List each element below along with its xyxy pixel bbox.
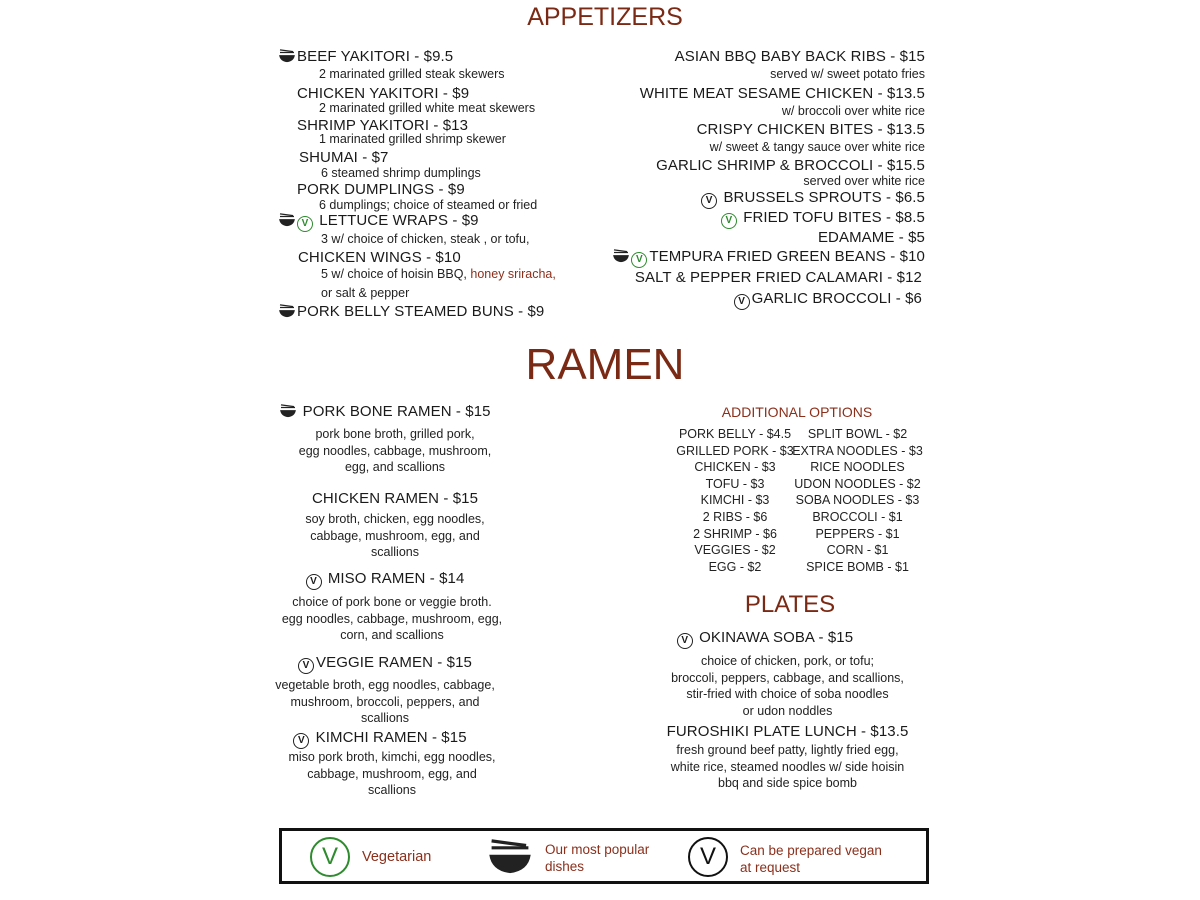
- desc-line: cabbage, mushroom, egg, and: [307, 766, 477, 781]
- item-name: BRUSSELS SPROUTS - $6.5: [723, 189, 925, 206]
- item-desc: 1 marinated grilled shrimp skewer: [319, 132, 506, 146]
- noodle-bowl-icon: [278, 304, 296, 318]
- option-item: CHICKEN - $3: [694, 460, 776, 475]
- desc-line: fresh ground beef patty, lightly fried egg,: [676, 743, 899, 757]
- option-item: TOFU - $3: [705, 476, 765, 491]
- noodle-bowl-icon: [487, 837, 533, 877]
- option-item: CORN - $1: [826, 543, 889, 558]
- vegan-legend-label: [740, 842, 882, 876]
- desc-line: scallions: [368, 783, 416, 797]
- ramen-item-kimchi: [260, 729, 500, 749]
- item-desc: 3 w/ choice of chicken, steak , or tofu,: [321, 232, 530, 246]
- item-name: FRIED TOFU BITES - $8.5: [743, 209, 925, 226]
- menu-item-chicken-yakitori: CHICKEN YAKITORI - $9: [297, 85, 470, 102]
- desc-line: egg, and scallions: [344, 460, 446, 474]
- item-desc: w/ broccoli over white rice: [781, 104, 925, 118]
- item-desc: [321, 267, 556, 282]
- item-desc: 6 dumplings; choice of steamed or fried: [319, 198, 538, 212]
- ramen-item-miso: [260, 570, 510, 590]
- menu-item-edamame: EDAMAME - $5: [817, 229, 925, 246]
- legend-line: at request: [740, 860, 801, 875]
- item-desc: [260, 511, 530, 561]
- menu-item-sesame-chicken: WHITE MEAT SESAME CHICKEN - $13.5: [639, 85, 925, 102]
- menu-item-calamari: SALT & PEPPER FRIED CALAMARI - $12: [634, 269, 922, 286]
- desc-line: choice of chicken, pork, or tofu;: [700, 654, 874, 668]
- item-name: BEEF YAKITORI - $9.5: [297, 48, 454, 65]
- item-desc: or salt & pepper: [321, 286, 410, 300]
- item-desc: 2 marinated grilled steak skewers: [319, 67, 505, 81]
- noodle-bowl-icon: [279, 404, 297, 418]
- menu-item-pork-belly-buns: [278, 303, 544, 321]
- desc-text: 5 w/ choice of hoisin BBQ,: [321, 267, 467, 281]
- option-item: VEGGIES - $2: [694, 543, 776, 558]
- ramen-item-veggie: [260, 654, 510, 674]
- desc-line: or udon noddles: [742, 703, 833, 718]
- option-item: SPLIT BOWL - $2: [807, 427, 908, 441]
- desc-line: scallions: [371, 545, 419, 559]
- noodle-bowl-icon: [278, 213, 296, 227]
- vegan-icon: V: [677, 633, 693, 649]
- vegetarian-icon: V: [631, 252, 647, 268]
- menu-item-fried-tofu: [721, 209, 925, 229]
- menu-item-brussels-sprouts: [701, 189, 925, 209]
- plate-item-furoshiki: FUROSHIKI PLATE LUNCH - $13.5: [666, 723, 909, 740]
- option-item: GRILLED PORK - $3: [676, 443, 794, 458]
- menu-item-bbq-ribs: ASIAN BBQ BABY BACK RIBS - $15: [674, 48, 925, 65]
- vegan-icon: V: [306, 574, 322, 590]
- item-desc: 6 steamed shrimp dumplings: [321, 166, 481, 180]
- ramen-item-pork-bone: [260, 403, 510, 421]
- desc-line: scallions: [361, 711, 409, 725]
- menu-item-chicken-wings: CHICKEN WINGS - $10: [298, 249, 461, 266]
- option-item: 2 RIBS - $6: [702, 509, 768, 524]
- menu-item-shumai: SHUMAI - $7: [299, 149, 389, 166]
- noodle-bowl-icon: [612, 249, 630, 263]
- option-item: 2 SHRIMP - $6: [693, 526, 777, 541]
- menu-item-garlic-broccoli: [734, 290, 922, 310]
- vegan-icon: V: [701, 193, 717, 209]
- vegetarian-legend-label: Vegetarian: [362, 849, 432, 865]
- menu-item-pork-dumplings: PORK DUMPLINGS - $9: [297, 181, 465, 198]
- desc-line: soy broth, chicken, egg noodles,: [305, 512, 485, 526]
- item-desc: [257, 749, 527, 799]
- plates-title: PLATES: [744, 591, 836, 618]
- desc-line: egg noodles, cabbage, mushroom,: [298, 443, 492, 458]
- option-item: KIMCHI - $3: [700, 493, 770, 508]
- desc-line: choice of pork bone or veggie broth.: [292, 595, 492, 609]
- menu-item-lettuce-wraps: [278, 212, 479, 232]
- item-name: PORK BELLY STEAMED BUNS - $9: [297, 303, 545, 320]
- option-item: PEPPERS - $1: [815, 526, 900, 541]
- additional-options-col1: [660, 426, 810, 575]
- item-name: OKINAWA SOBA - $15: [699, 629, 854, 646]
- option-item: BROCCOLI - $1: [812, 509, 903, 524]
- noodle-bowl-icon: [278, 49, 296, 63]
- item-desc: [257, 594, 527, 644]
- popular-legend-label: [545, 841, 649, 875]
- vegan-icon: V: [298, 658, 314, 674]
- option-item: EGG - $2: [708, 559, 762, 574]
- item-name: GARLIC BROCCOLI - $6: [751, 290, 922, 307]
- option-item: SPICE BOMB - $1: [806, 559, 909, 574]
- item-desc: [245, 677, 525, 727]
- desc-line: white rice, steamed noodles w/ side hoisin: [670, 759, 905, 774]
- vegan-icon: V: [293, 733, 309, 749]
- desc-highlight: honey sriracha,: [470, 267, 556, 281]
- vegetarian-icon: V: [297, 216, 313, 232]
- menu-item-garlic-shrimp: GARLIC SHRIMP & BROCCOLI - $15.5: [656, 157, 925, 174]
- option-item: UDON NOODLES - $2: [794, 476, 921, 491]
- appetizers-title: APPETIZERS: [527, 3, 683, 31]
- desc-line: corn, and scallions: [340, 628, 444, 642]
- menu-item-crispy-chicken: CRISPY CHICKEN BITES - $13.5: [696, 121, 925, 138]
- desc-line: bbq and side spice bomb: [718, 776, 857, 790]
- ramen-title: RAMEN: [525, 340, 685, 389]
- desc-line: cabbage, mushroom, egg, and: [310, 528, 480, 543]
- item-desc: [650, 742, 925, 792]
- vegetarian-icon: V: [721, 213, 737, 229]
- item-name: MISO RAMEN - $14: [327, 570, 465, 587]
- legend-line: Can be prepared vegan: [740, 843, 882, 858]
- item-name: KIMCHI RAMEN - $15: [315, 729, 467, 746]
- vegan-icon: V: [734, 294, 750, 310]
- desc-line: vegetable broth, egg noodles, cabbage,: [275, 678, 495, 692]
- desc-line: stir-fried with choice of soba noodles: [686, 687, 889, 701]
- item-desc: [260, 426, 530, 476]
- item-desc: [650, 653, 925, 719]
- item-name: TEMPURA FRIED GREEN BEANS - $10: [649, 248, 925, 265]
- desc-line: pork bone broth, grilled pork,: [315, 427, 475, 441]
- item-name: VEGGIE RAMEN - $15: [315, 654, 472, 671]
- option-item: SOBA NOODLES - $3: [795, 493, 920, 508]
- item-name: PORK BONE RAMEN - $15: [302, 403, 491, 420]
- menu-item-tempura-green-beans: [612, 248, 925, 268]
- desc-line: broccoli, peppers, cabbage, and scallions,: [671, 670, 904, 685]
- legend-line: dishes: [545, 859, 585, 874]
- additional-options-col2: [790, 426, 925, 575]
- option-item: PORK BELLY - $4.5: [678, 427, 792, 441]
- desc-line: egg noodles, cabbage, mushroom, egg,: [281, 611, 503, 626]
- vegetarian-legend-icon: V: [310, 837, 350, 877]
- legend-box: [279, 828, 929, 884]
- item-desc: served over white rice: [803, 174, 925, 188]
- plate-item-okinawa-soba: [650, 629, 880, 649]
- menu-item-shrimp-yakitori: SHRIMP YAKITORI - $13: [297, 117, 469, 134]
- option-item: EXTRA NOODLES - $3: [792, 443, 923, 458]
- item-desc: 2 marinated grilled white meat skewers: [319, 101, 536, 115]
- vegan-legend-icon: V: [688, 837, 728, 877]
- item-desc: served w/ sweet potato fries: [770, 67, 925, 81]
- desc-line: miso pork broth, kimchi, egg noodles,: [288, 750, 496, 764]
- menu-item-beef-yakitori: [278, 48, 453, 66]
- ramen-item-chicken: CHICKEN RAMEN - $15: [311, 490, 479, 507]
- desc-line: mushroom, broccoli, peppers, and: [290, 694, 480, 709]
- item-name: LETTUCE WRAPS - $9: [319, 212, 479, 229]
- additional-options-title: ADDITIONAL OPTIONS: [721, 404, 873, 420]
- option-item: RICE NOODLES: [810, 460, 905, 475]
- legend-line: Our most popular: [545, 842, 650, 857]
- item-desc: w/ sweet & tangy sauce over white rice: [709, 140, 925, 154]
